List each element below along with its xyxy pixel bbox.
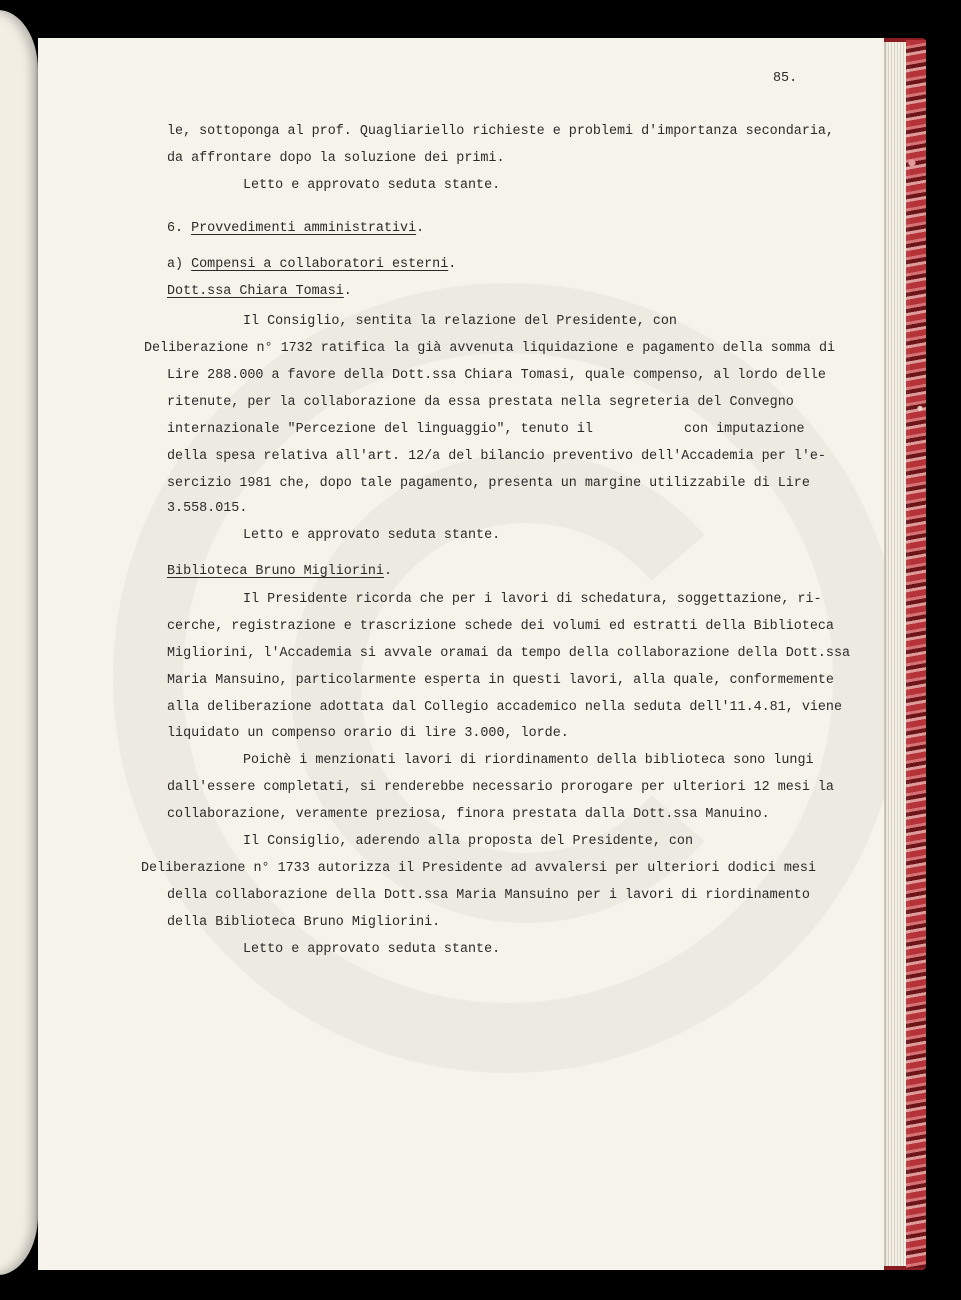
marbled-endpaper [906, 40, 926, 1268]
item-title-period: . [383, 564, 393, 579]
text-line: sercizio 1981 che, dopo tale pagamento, presenta un margine utilizzabile di Lire [167, 476, 810, 491]
item-title-period: . [343, 284, 352, 299]
page-number: 85. [773, 71, 798, 86]
previous-page-edge [0, 10, 38, 1275]
section-title: Provvedimenti amministrativi [191, 221, 417, 236]
subsection-letter: a) [167, 257, 192, 272]
text-line: dall'essere completati, si renderebbe necessario prorogare per ulteriori 12 mesi la [167, 780, 834, 795]
text-line: alla deliberazione adottata dal Collegio accademico nella seduta dell'11.4.81, viene [167, 700, 842, 715]
item-title: Biblioteca Bruno Migliorini [167, 564, 384, 579]
text-line: da affrontare dopo la soluzione dei primi. [167, 151, 505, 166]
text-line: della spesa relativa all'art. 12/a del bilancio preventivo dell'Accademia per l'e- [167, 449, 826, 464]
item-heading [167, 565, 392, 578]
text-line: della Biblioteca Bruno Migliorini. [167, 915, 441, 930]
text-line: Il Presidente ricorda che per i lavori di schedatura, soggettazione, ri- [243, 592, 822, 607]
text-line: con imputazione [684, 422, 805, 437]
section-number: 6. [167, 221, 192, 236]
text-line: Deliberazione n° 1732 ratifica la già avvenuta liquidazione e pagamento della somma di [144, 341, 836, 356]
text-line: Letto e approvato seduta stante. [243, 178, 501, 193]
text-line: Migliorini, l'Accademia si avvale oramai da tempo della collaborazione della Dott.ssa [167, 646, 851, 661]
subsection-title-period: . [448, 257, 457, 272]
text-line: 3.558.015. [167, 501, 248, 516]
section-title-period: . [416, 221, 425, 236]
text-line: Il Consiglio, aderendo alla proposta del Presidente, con [243, 834, 693, 849]
subsection-title: Compensi a collaboratori esterni [191, 257, 449, 272]
text-line: Poichè i menzionati lavori di riordinamento della biblioteca sono lungi [243, 753, 814, 768]
text-line: internazionale "Percezione del linguaggio", tenuto il [167, 422, 593, 437]
item-title: Dott.ssa Chiara Tomasi [167, 284, 344, 299]
text-line: Letto e approvato seduta stante. [243, 942, 501, 957]
text-line: liquidato un compenso orario di lire 3.000, lorde. [167, 726, 569, 741]
text-line: Lire 288.000 a favore della Dott.ssa Chiara Tomasi, quale compenso, al lordo delle [167, 368, 826, 383]
text-line: le, sottoponga al prof. Quagliariello richieste e problemi d'importanza secondaria, [167, 124, 834, 139]
text-line: della collaborazione della Dott.ssa Maria Mansuino per i lavori di riordinamento [167, 888, 810, 903]
item-heading [167, 285, 352, 298]
section-heading [167, 222, 424, 235]
text-line: collaborazione, veramente preziosa, finora prestata dalla Dott.ssa Manuino. [167, 807, 770, 822]
text-line: cerche, registrazione e trascrizione schede dei volumi ed estratti della Biblioteca [167, 619, 834, 634]
text-line: Letto e approvato seduta stante. [243, 528, 501, 543]
text-line: Deliberazione n° 1733 autorizza il Presidente ad avvalersi per ulteriori dodici mesi [141, 861, 816, 876]
text-line: Il Consiglio, sentita la relazione del Presidente, con [243, 314, 677, 329]
subsection-heading [167, 258, 456, 271]
text-line: ritenute, per la collaborazione da essa prestata nella segreteria del Convegno [167, 395, 794, 410]
text-line: Maria Mansuino, particolarmente esperta in questi lavori, alla quale, conformemente [167, 673, 834, 688]
